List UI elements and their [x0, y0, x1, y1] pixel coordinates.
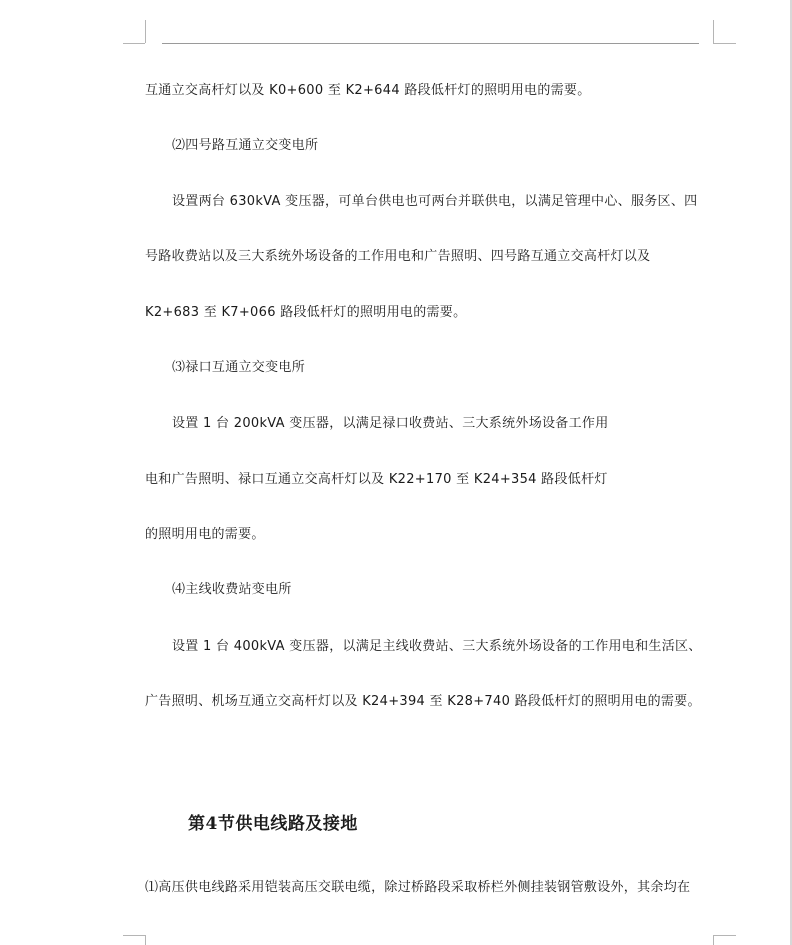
subheading-lukou-substation: ⑶禄口互通立交变电所 — [172, 360, 306, 375]
text-line-7: 设置 1 台 200kVA 变压器，以满足禄口收费站、三大系统外场设备工作用 — [172, 416, 609, 431]
crop-mark-top-right-h — [713, 43, 736, 44]
subheading-substation-4: ⑵四号路互通立交变电所 — [172, 138, 319, 153]
header-rule — [162, 43, 699, 44]
subheading-mainline-toll-substation: ⑷主线收费站变电所 — [172, 582, 292, 597]
crop-mark-bottom-right-h — [713, 935, 736, 936]
crop-mark-top-left-v — [145, 20, 146, 43]
crop-mark-bottom-left-v — [145, 935, 146, 945]
text-line-last: ⑴高压供电线路采用铠装高压交联电缆，除过桥路段采取桥栏外侧挂装钢管敷设外，其余均在 — [145, 880, 691, 895]
crop-mark-top-right-v — [713, 20, 714, 43]
text-line-4: 号路收费站以及三大系统外场设备的工作用电和广告照明、四号路互通立交高杆灯以及 — [145, 249, 651, 264]
text-line-8: 电和广告照明、禄口互通立交高杆灯以及 K22+170 至 K24+354 路段低杆灯 — [145, 472, 608, 487]
crop-mark-top-left-h — [123, 43, 145, 44]
text-line-9: 的照明用电的需要。 — [145, 527, 265, 542]
crop-mark-bottom-right-v — [713, 935, 714, 945]
text-line-11: 设置 1 台 400kVA 变压器，以满足主线收费站、三大系统外场设备的工作用电和生活区、 — [172, 639, 702, 654]
text-line-1: 互通立交高杆灯以及 K0+600 至 K2+644 路段低杆灯的照明用电的需要。 — [145, 83, 591, 98]
text-line-3: 设置两台 630kVA 变压器，可单台供电也可两台并联供电，以满足管理中心、服务区、四 — [172, 194, 698, 209]
section-heading: 第4节供电线路及接地 — [188, 814, 358, 834]
text-line-12: 广告照明、机场互通立交高杆灯以及 K24+394 至 K28+740 路段低杆灯的照明用电的需要。 — [145, 694, 701, 709]
crop-mark-bottom-left-h — [123, 935, 145, 936]
text-line-5: K2+683 至 K7+066 路段低杆灯的照明用电的需要。 — [145, 305, 467, 320]
